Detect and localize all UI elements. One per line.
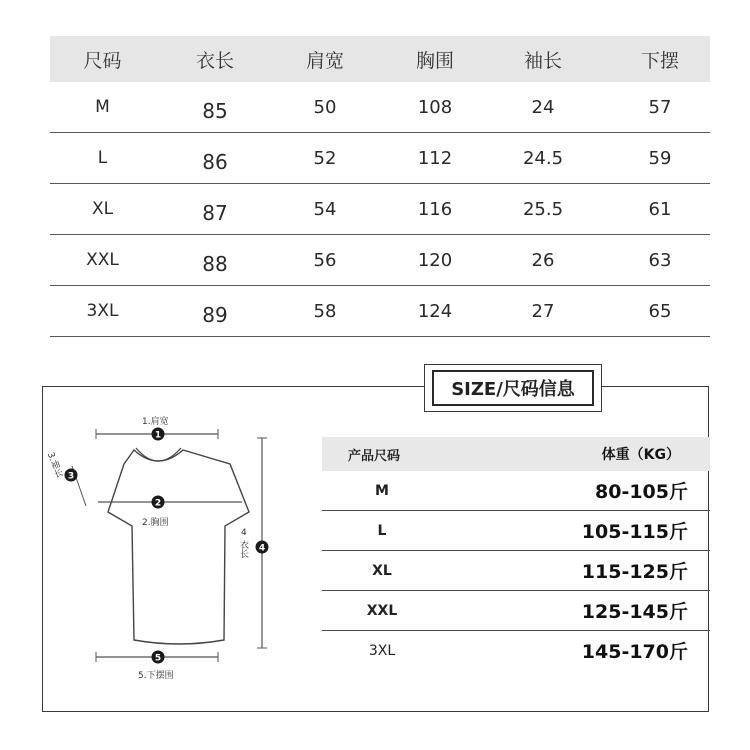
size-cell: 3XL (86, 301, 119, 321)
header-chest: 胸围 (415, 49, 454, 72)
marker-5 (152, 651, 165, 664)
hem-cell: 65 (648, 300, 672, 322)
weight-size-cell: L (377, 522, 387, 539)
weight-size-table (322, 437, 710, 670)
shoulder-label: 1.肩宽 (142, 417, 169, 427)
weight-range-cell: 125-145斤 (581, 601, 688, 623)
marker-2 (152, 496, 165, 509)
weight-range-cell: 80-105斤 (595, 481, 688, 503)
sleeve-cell: 24.5 (522, 147, 564, 169)
table-row (50, 184, 710, 235)
size-chart-header-row (50, 36, 710, 82)
header-size: 尺码 (83, 49, 122, 72)
table-row (50, 235, 710, 286)
weight-range-cell: 105-115斤 (581, 521, 688, 543)
marker-2-label: 2 (154, 498, 162, 509)
shoulder-cell: 54 (313, 198, 337, 220)
size-chart-table (50, 36, 710, 337)
weight-range-cell: 115-125斤 (581, 561, 688, 583)
header-hem: 下摆 (640, 49, 679, 72)
header-product-size: 产品尺码 (348, 448, 401, 464)
hem-cell: 63 (648, 249, 672, 271)
header-shoulder: 肩宽 (305, 49, 344, 72)
length-cell: 86 (202, 150, 228, 174)
weight-range-cell: 145-170斤 (581, 641, 688, 663)
weight-size-cell: XL (372, 562, 392, 579)
tshirt-outline (108, 450, 249, 644)
length-number-label: 4 (241, 528, 247, 538)
hem-cell: 59 (648, 147, 672, 169)
sleeve-cell: 24 (531, 96, 555, 118)
chest-cell: 120 (417, 249, 453, 271)
shoulder-cell: 50 (313, 96, 337, 118)
header-length: 衣长 (195, 49, 234, 72)
table-row (50, 286, 710, 337)
table-row (50, 133, 710, 184)
length-cell: 88 (202, 252, 228, 276)
tshirt-diagram-svg (42, 386, 302, 706)
collar-line (136, 448, 181, 461)
sleeve-label: 3.袖长 (44, 451, 64, 480)
header-sleeve: 袖长 (523, 49, 562, 72)
chest-label: 2.胸围 (142, 518, 169, 528)
table-row (322, 511, 710, 551)
length-cell: 89 (202, 303, 228, 327)
size-cell: M (95, 97, 110, 117)
table-row (322, 551, 710, 591)
hem-label: 5.下摆围 (138, 671, 174, 681)
marker-4 (256, 541, 269, 554)
header-weight: 体重（KG） (601, 447, 680, 463)
length-cell: 85 (202, 99, 228, 123)
table-row (322, 591, 710, 631)
marker-4-label: 4 (258, 543, 266, 554)
size-cell: XXL (86, 250, 119, 270)
size-cell: L (97, 148, 108, 168)
size-info-title: SIZE/尺码信息 (432, 370, 594, 406)
table-row (322, 471, 710, 511)
shoulder-cell: 58 (313, 300, 337, 322)
weight-size-cell: 3XL (368, 642, 396, 659)
chest-cell: 108 (417, 96, 453, 118)
marker-5-label: 5 (154, 653, 162, 664)
sleeve-cell: 26 (531, 249, 555, 271)
chest-cell: 124 (417, 300, 453, 322)
tshirt-measurement-diagram (42, 386, 302, 706)
chest-cell: 112 (417, 147, 453, 169)
table-row (50, 82, 710, 133)
shoulder-cell: 52 (313, 147, 337, 169)
chest-cell: 116 (417, 198, 453, 220)
shoulder-cell: 56 (313, 249, 337, 271)
length-cell: 87 (202, 201, 228, 225)
length-label: 衣长 (238, 540, 248, 558)
hem-cell: 61 (648, 198, 672, 220)
marker-3-label: 3 (67, 471, 75, 482)
marker-1 (152, 428, 165, 441)
size-cell: XL (91, 199, 114, 219)
sleeve-cell: 27 (531, 300, 555, 322)
marker-1-label: 1 (154, 430, 162, 441)
marker-3 (65, 469, 78, 482)
weight-table-header-row (322, 437, 710, 471)
table-row (322, 631, 710, 670)
weight-size-cell: M (375, 482, 389, 499)
weight-size-cell: XXL (366, 602, 398, 619)
hem-cell: 57 (648, 96, 672, 118)
sleeve-cell: 25.5 (522, 198, 564, 220)
